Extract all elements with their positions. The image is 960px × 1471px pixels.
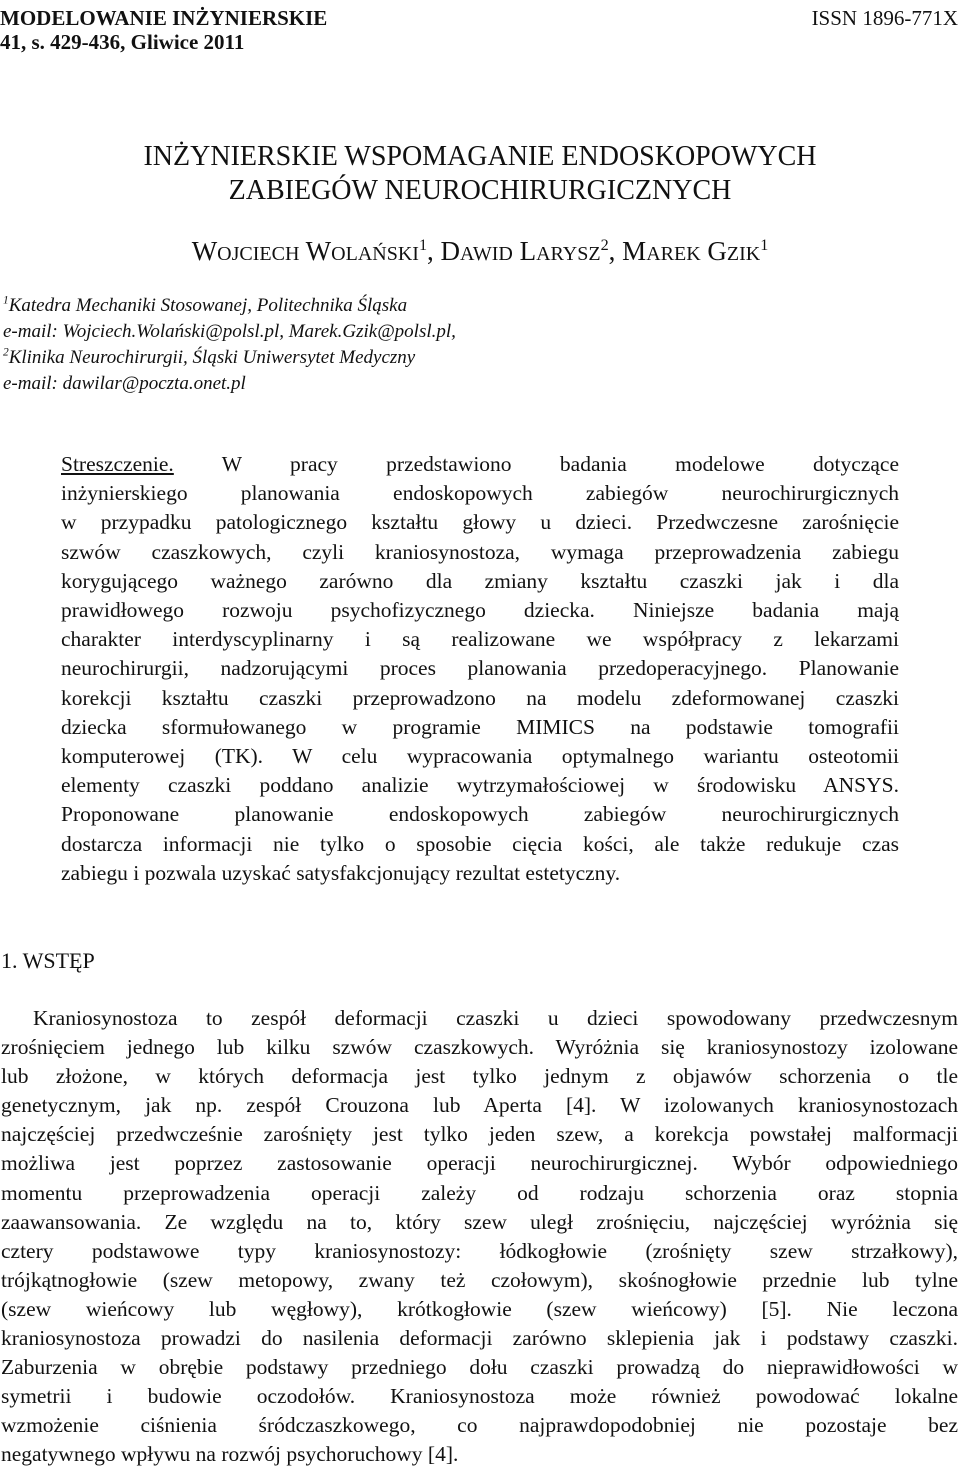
author-3-affil: 1 [760,236,769,254]
paper-title [0,140,960,208]
affiliation-1-email: e-mail: Wojciech.Wolański@polsl.pl, Marek.Gzik@polsl.pl, [3,321,456,342]
body-line: zrośnięciem jednego lub kilku szwów czaszkowych. Wyróżnia się kraniosynostozy izolowane [1,1035,958,1060]
body-line: (szew wieńcowy lub węgłowy), krótkogłowie (szew wieńcowy) [5]. Nie leczona [1,1296,958,1321]
body-line: lub złożone, w których deformacja jest tylko jednym z objawów schorzenia o tle [1,1064,958,1089]
abstract-line: neurochirurgii, nadzorującymi proces planowania przedoperacyjnego. Planowanie [61,656,899,681]
body-line: Zaburzenia w obrębie podstawy przedniego dołu czaszki prowadzą do nieprawidłowości w [1,1355,958,1380]
body-line: genetycznym, jak np. zespół Crouzona lub Aperta [4]. W izolowanych kraniosynostozach [1,1093,958,1118]
abstract [61,450,899,888]
body-line: najczęściej przedwcześnie zarośnięty jest tylko jeden szew, a korekcja powstałej malformacji [1,1122,958,1147]
body-line: Kraniosynostoza to zespół deformacji czaszki u dzieci spowodowany przedwczesnym [33,1006,958,1030]
author-1: WOJCIECH WOLAŃSKI$^1$ [191,236,428,266]
journal-name: MODELOWANIE INŻYNIERSKIE [0,6,328,30]
abstract-line: korygującego ważnego zarówno dla zmiany kształtu czaszki jak i dla [61,568,899,593]
abstract-line: Proponowane planowanie endoskopowych zabiegów neurochirurgicznych [61,802,899,827]
body-line: momentu przeprowadzenia operacji zależy od rodzaju schorzenia oraz stopnia [1,1180,958,1205]
body-line: wzmożenie ciśnienia śródczaszkowego, co najprawdopodobniej nie pozostaje bez [1,1413,958,1438]
title-line-1: INŻYNIERSKIE WSPOMAGANIE ENDOSKOPOWYCH [143,141,817,172]
abstract-line: zabiegu i pozwala uzyskać satysfakcjonujący rezultat estetyczny. [61,860,621,885]
affiliation-2-email: e-mail: dawilar@poczta.onet.pl [3,373,246,394]
affiliation-2: $^2$Klinika Neurochirurgii, Śląski Uniwersytet Medyczny [3,346,416,368]
body-line: kraniosynostoza prowadzi do nasilenia deformacji zarówno sklepienia jak i podstawy czaszki. [1,1326,958,1351]
abstract-line: inżynierskiego planowania endoskopowych zabiegów neurochirurgicznych [61,481,899,506]
author-2-affil: 2 [600,236,609,254]
abstract-line: komputerowej (TK). W celu wypracowania optymalnego wariantu osteotomii [61,744,899,769]
abstract-line: dziecka sformułowanego w programie MIMICS na podstawie tomografii [61,714,899,739]
affiliation-1: $^1$Katedra Mechaniki Stosowanej, Politechnika Śląska [3,294,408,316]
page-header [0,6,960,54]
body-line: negatywnego wpływu na rozwój psychoruchowy [4]. [1,1442,459,1467]
title-line-2: ZABIEGÓW NEUROCHIRURGICZNYCH [228,175,732,206]
abstract-line: dostarcza informacji nie tylko o sposobie cięcia kości, ale także redukuje czas [61,831,899,856]
abstract-line: prawidłowego rozwoju psychofizycznego dziecka. Niniejsze badania mają [61,598,899,623]
section-body [1,1004,958,1470]
section-heading: 1. WSTĘP [1,948,95,973]
abstract-line: szwów czaszkowych, czyli kraniosynostoza, wymaga przeprowadzenia zabiegu [61,539,899,564]
body-line: cztery podstawowe typy kraniosynostozy: łódkogłowie (zrośnięty szew strzałkowy), [1,1238,958,1263]
author-1-affil: 1 [418,236,428,254]
abstract-line: elementy czaszki poddano analizie wytrzymałościowej w środowisku ANSYS. [61,773,899,798]
body-line: możliwa jest poprzez zastosowanie operacji neurochirurgicznej. Wybór odpowiedniego [1,1151,958,1176]
issn: ISSN 1896-771X [811,6,958,30]
body-line: zaawansowania. Ze względu na to, który szew uległ zrośnięciu, najczęściej wyróżnia się [1,1209,958,1234]
abstract-line: charakter interdyscyplinarny i są realizowane we współpracy z lekarzami [61,627,899,652]
author-3: MAREK GZIK$^1$ [622,236,769,266]
abstract-label: Streszczenie. [61,452,174,476]
body-line: symetrii i budowie oczodołów. Kraniosynostoza może również powodować lokalne [1,1384,958,1409]
abstract-line: w przypadku patologicznego kształtu głowy u dzieci. Przedwczesne zarośnięcie [61,510,899,535]
abstract-line: korekcji kształtu czaszki przeprowadzono na modelu zdeformowanej czaszki [61,685,899,710]
author-2: DAWID LARYSZ$^2$ [440,236,609,266]
body-line: trójkątnogłowie (szew metopowy, zwany też czołowym), skośnogłowie przednie lub tylne [1,1267,958,1292]
affiliations [3,293,456,397]
abstract-line: Streszczenie. W pracy przedstawiono badania modelowe dotyczące [61,452,899,476]
author-list: WOJCIECH WOLAŃSKI$^1$, DAWID LARYSZ$^2$, MAREK GZIK$^1$ [191,236,769,266]
issue-info: 41, s. 429-436, Gliwice 2011 [0,30,245,54]
